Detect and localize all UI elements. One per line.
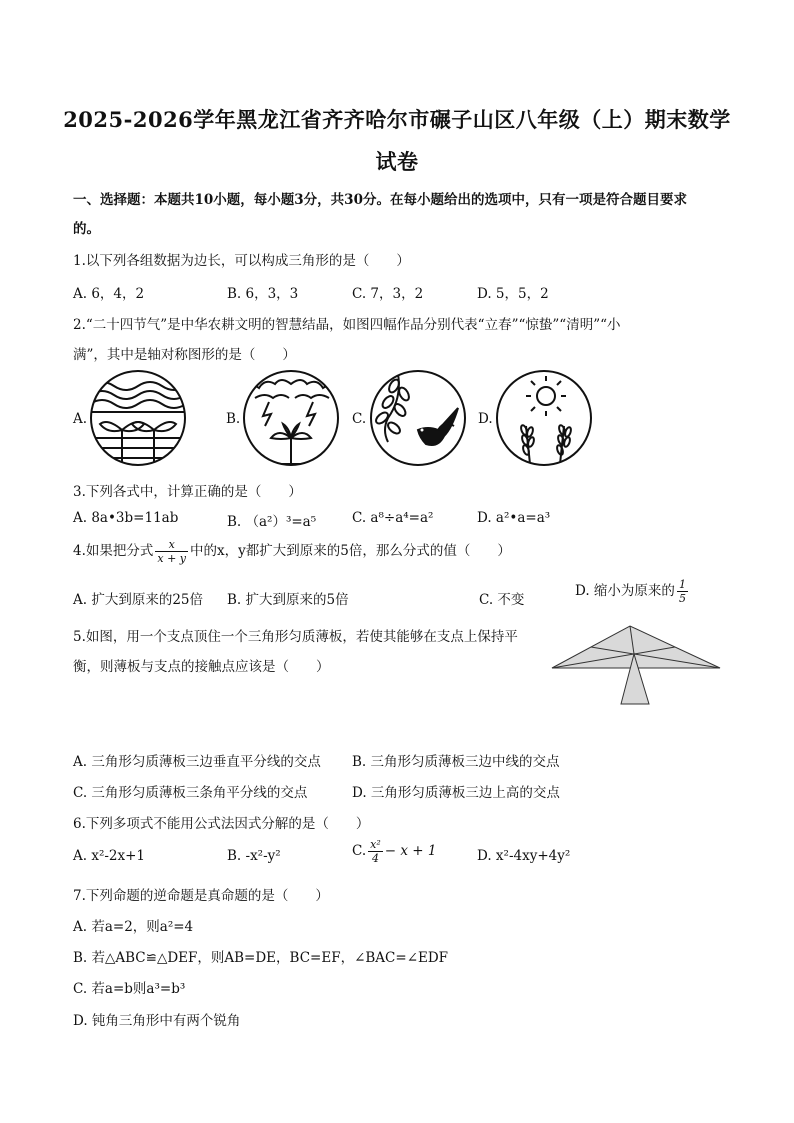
q6-option-b: B. -x²-y²: [227, 848, 281, 864]
q6-option-c-denominator: 4: [371, 852, 379, 865]
q4-fraction: [155, 538, 188, 565]
q4-stem-prefix: 4.如果把分式: [73, 543, 154, 559]
q4-option-b: B. 扩大到原来的5倍: [227, 592, 349, 608]
q1-option-c: C. 7，3，2: [352, 286, 424, 302]
q4-option-d-numerator: 1: [678, 578, 686, 591]
q2-stem-line1: 2.“二十四节气”是中华农耕文明的智慧结晶，如图四幅作品分别代表“立春”“惊蛰”“清明”“小: [73, 317, 621, 333]
q6-option-a: A. x²-2x+1: [73, 848, 146, 864]
q5-option-c: C. 三角形匀质薄板三条角平分线的交点: [73, 785, 308, 801]
q3-option-c: C. a⁸÷a⁴=a²: [352, 510, 434, 526]
q5-option-d: D. 三角形匀质薄板三边上高的交点: [352, 785, 560, 801]
solar-term-lichun-icon: [88, 368, 188, 468]
solar-term-xiaoman-icon: [494, 368, 594, 468]
q4-option-d: [575, 578, 690, 605]
q7-option-d: D. 钝角三角形中有两个锐角: [73, 1013, 241, 1029]
q3-option-a: A. 8a•3b=11ab: [73, 510, 179, 526]
q1-stem: 1.以下列各组数据为边长，可以构成三角形的是（ ）: [73, 253, 410, 269]
q3-stem: 3.下列各式中，计算正确的是（ ）: [73, 484, 302, 500]
section-heading: 一、选择题：本题共10小题，每小题3分，共30分。在每小题给出的选项中，只有一项是符合题目要求: [73, 192, 687, 208]
q5-option-b: B. 三角形匀质薄板三边中线的交点: [352, 754, 560, 770]
q7-stem: 7.下列命题的逆命题是真命题的是（ ）: [73, 888, 329, 904]
q4-stem: [73, 538, 511, 565]
q4-fraction-numerator: x: [155, 538, 188, 552]
q2-option-d-label: D.: [478, 411, 493, 427]
q7-option-a: A. 若a=2，则a²=4: [73, 919, 194, 935]
q6-option-c: [352, 838, 436, 865]
q5-stem-line2: 衡，则薄板与支点的接触点应该是（ ）: [73, 659, 330, 675]
q3-option-b: B. （a²）³=a⁵: [227, 514, 317, 530]
q6-option-c-numerator: x²: [370, 838, 381, 851]
q4-option-d-text: D. 缩小为原来的: [575, 583, 675, 599]
balanced-triangle-plate-figure: [548, 620, 724, 708]
q2-stem-line2: 满”，其中是轴对称图形的是（ ）: [73, 347, 296, 363]
section-heading-cont: 的。: [73, 221, 100, 237]
q6-option-c-rest: − x + 1: [384, 843, 437, 859]
solar-term-jingzhe-icon: [241, 368, 341, 468]
q6-option-c-fraction: [368, 838, 383, 865]
solar-term-qingming-icon: [368, 368, 468, 468]
q4-stem-suffix: 中的x，y都扩大到原来的5倍，那么分式的值（ ）: [190, 543, 511, 559]
q6-stem: 6.下列多项式不能用公式法因式分解的是（ ）: [73, 816, 370, 832]
q4-option-d-denominator: 5: [678, 592, 686, 605]
q5-stem-line1: 5.如图，用一个支点顶住一个三角形匀质薄板，若使其能够在支点上保持平: [73, 629, 518, 645]
q7-option-b: B. 若△ABC≌△DEF，则AB=DE，BC=EF，∠BAC=∠EDF: [73, 950, 449, 966]
q4-option-c: C. 不变: [479, 592, 525, 608]
q2-option-c-label: C.: [352, 411, 367, 427]
q4-fraction-denominator: x + y: [157, 552, 187, 565]
q3-option-d: D. a²•a=a³: [477, 510, 551, 526]
exam-title-line1: 2025-2026学年黑龙江省齐齐哈尔市碾子山区八年级（上）期末数学: [63, 107, 731, 132]
q1-option-d: D. 5，5，2: [477, 286, 549, 302]
exam-title-line2: 试卷: [375, 149, 419, 174]
q2-option-a-label: A.: [73, 411, 88, 427]
q1-option-a: A. 6，4，2: [73, 286, 145, 302]
q6-option-c-label: C.: [352, 843, 367, 859]
q4-option-d-fraction: [677, 578, 688, 605]
q2-option-b-label: B.: [226, 411, 241, 427]
q4-option-a: A. 扩大到原来的25倍: [73, 592, 204, 608]
q1-option-b: B. 6，3，3: [227, 286, 299, 302]
q6-option-d: D. x²-4xy+4y²: [477, 848, 571, 864]
q7-option-c: C. 若a=b则a³=b³: [73, 981, 186, 997]
q5-option-a: A. 三角形匀质薄板三边垂直平分线的交点: [73, 754, 321, 770]
